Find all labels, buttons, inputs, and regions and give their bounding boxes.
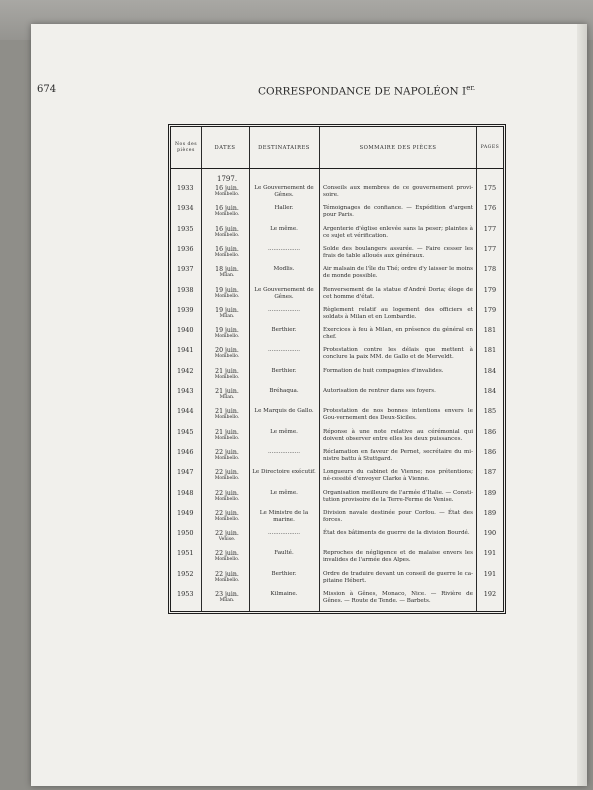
recipient-cell: .................. [267, 448, 300, 455]
piece-number: 1937 [177, 265, 194, 274]
date-text: 22 juin. [215, 550, 239, 558]
place-text: Mombello. [214, 212, 240, 218]
summary-cell: Reproches de négligence et de malaise envers les invalides de l'armée des Alpes. [323, 550, 473, 564]
page-ref: 181 [483, 326, 497, 335]
column-rule [476, 127, 477, 611]
date-cell [207, 368, 247, 381]
place-text: Mombello. [214, 192, 240, 197]
summary-cell: État des bâtiments de guerre de la division Bourdé. [323, 530, 470, 537]
recipient-cell: .................. [267, 347, 300, 354]
recipient-cell: Le Gouvernement de Gênes. [254, 185, 314, 198]
header-num: Nos des pièces [174, 141, 198, 153]
header-dates: DATES [214, 144, 236, 151]
piece-number: 1945 [177, 427, 194, 436]
date-text: 22 juin. [215, 448, 239, 456]
date-cell [207, 449, 247, 462]
index-table [170, 126, 504, 612]
date-cell [207, 550, 247, 563]
place-text: Milan. [219, 313, 235, 319]
date-cell [207, 185, 247, 198]
piece-number: 1951 [177, 549, 194, 558]
date-cell [207, 266, 247, 279]
recipient-cell: Kilmaine. [270, 591, 298, 597]
header-destinataires: DESTINATAIRES [258, 144, 310, 151]
summary-cell: Exercices à feu à Milan, en présence du général en chef. [323, 327, 473, 341]
summary-cell: Réponse à une note relative au cérémonial qui doivent observer entre elles les deux puissances. [323, 428, 473, 442]
summary-cell: Renversement de la statue d'André Doria; éloge de cet homme d'état. [323, 286, 473, 300]
date-cell [207, 347, 247, 360]
running-title [258, 84, 498, 98]
date-text: 21 juin. [215, 367, 239, 375]
recipient-cell: Berthier. [271, 367, 297, 374]
date-cell [207, 469, 247, 482]
place-text: Mombello. [214, 415, 240, 421]
summary-cell: Témoignages de confiance. — Expédition d'argent pour Paris. [323, 205, 473, 219]
place-text: Mombello. [214, 334, 240, 340]
piece-number: 1939 [177, 305, 194, 314]
piece-number: 1953 [177, 590, 194, 598]
page-ref: 185 [483, 407, 497, 416]
summary-cell: Conseils aux membres de ce gouvernement provi-soire. [323, 185, 473, 198]
date-text: 22 juin. [215, 509, 239, 517]
page-ref: 179 [483, 305, 497, 314]
summary-cell: Formation de huit compagnies d'invalides. [323, 367, 444, 374]
table-header [171, 127, 503, 169]
recipient-cell: Le Ministre de la marine. [259, 509, 309, 523]
summary-cell: Air malsain de l'île du Thé; ordre d'y laisser le moins de monde possible. [323, 266, 473, 280]
page-ref: 184 [483, 387, 497, 395]
recipient-cell: .................. [267, 306, 300, 313]
date-cell [207, 307, 247, 320]
summary-cell: Mission à Gênes, Monaco, Nice. — Rivière de Gênes. — Route de Tende. — Barbets. [323, 591, 473, 604]
date-text: 22 juin. [215, 530, 239, 538]
date-text: 19 juin. [215, 306, 239, 314]
recipient-cell: Berthier. [271, 327, 297, 334]
page-gutter-edge [577, 24, 587, 786]
summary-cell: Protestation de nos bonnes intentions envers le Gou-vernement des Deux-Siciles. [323, 408, 473, 422]
place-text: Mombello. [214, 496, 240, 502]
page-ref: 177 [483, 224, 497, 233]
piece-number: 1940 [177, 326, 194, 335]
place-text: Mombello. [214, 476, 240, 482]
date-cell [207, 388, 247, 401]
recipient-cell: Faulté. [274, 550, 294, 557]
piece-number: 1938 [177, 285, 194, 294]
year-label: 1797. [217, 175, 238, 183]
recipient-cell: Le même. [270, 225, 298, 232]
recipient-cell: .................. [267, 245, 300, 252]
date-text: 19 juin. [215, 286, 239, 294]
piece-number: 1946 [177, 447, 194, 456]
date-text: 22 juin. [215, 489, 239, 497]
recipient-cell: Le même. [270, 428, 298, 435]
page-ref: 189 [483, 488, 497, 497]
place-text: Milan. [219, 395, 235, 400]
date-text: 16 juin. [215, 185, 239, 192]
date-cell [207, 246, 247, 259]
piece-number: 1933 [177, 184, 194, 192]
running-title-suffix: er. [466, 84, 476, 92]
recipient-cell: Haller. [274, 205, 294, 212]
date-text: 21 juin. [215, 388, 239, 395]
page-ref: 192 [483, 590, 497, 598]
place-text: Mombello. [214, 252, 240, 258]
summary-cell: Ordre de traduire devant un conseil de guerre le ca-pitaine Hébert. [323, 570, 473, 584]
date-text: 21 juin. [215, 428, 239, 436]
recipient-cell: Bréhaqua. [269, 388, 299, 394]
date-text: 22 juin. [215, 570, 239, 578]
summary-cell: Règlement relatif au logement des officiers et soldats à Milan et en Lombardie. [323, 306, 473, 320]
summary-cell: Organisation meilleure de l'armée d'Italie. — Consti-tution provisoire de la Terre-Ferme de Venise. [323, 489, 473, 503]
piece-number: 1934 [177, 204, 194, 213]
date-cell [207, 510, 247, 523]
date-cell [207, 591, 247, 604]
piece-number: 1942 [177, 366, 194, 375]
piece-number: 1949 [177, 508, 194, 517]
summary-cell: Protestation contre les délais que mettent à conclure la paix MM. de Gallo et de Merveldt. [323, 347, 473, 361]
piece-number: 1935 [177, 224, 194, 233]
date-cell [207, 490, 247, 503]
recipient-cell: Le Directoire exécutif. [252, 469, 316, 476]
date-text: 16 juin. [215, 205, 239, 213]
date-text: 21 juin. [215, 408, 239, 416]
summary-cell: Division navale destinée pour Corfou. — État des forces. [323, 509, 473, 523]
piece-number: 1952 [177, 569, 194, 578]
date-cell [207, 429, 247, 442]
recipient-cell: Le même. [270, 489, 298, 496]
page-ref: 179 [483, 285, 497, 294]
date-text: 22 juin. [215, 469, 239, 477]
piece-number: 1943 [177, 387, 194, 395]
page-ref: 189 [483, 508, 497, 517]
place-text: Venise. [218, 537, 236, 543]
date-text: 18 juin. [215, 266, 239, 274]
page-ref: 181 [483, 346, 497, 355]
date-cell [207, 571, 247, 584]
date-cell [207, 226, 247, 239]
date-cell [207, 327, 247, 340]
recipient-cell: Le Marquis de Gallo. [254, 408, 314, 415]
page-ref: 191 [483, 549, 497, 558]
page-ref: 190 [483, 529, 497, 538]
piece-number: 1936 [177, 244, 194, 253]
recipient-cell: Modlis. [273, 266, 295, 273]
piece-number: 1947 [177, 468, 194, 477]
place-text: Mombello. [214, 516, 240, 522]
place-text: Mombello. [214, 435, 240, 441]
summary-cell: Autorisation de rentrer dans ses foyers. [323, 388, 436, 394]
page-ref: 186 [483, 447, 497, 456]
piece-number: 1941 [177, 346, 194, 355]
place-text: Mombello. [214, 354, 240, 360]
page-ref: 176 [483, 204, 497, 213]
column-rule [319, 127, 320, 611]
page-ref: 191 [483, 569, 497, 578]
column-rule [249, 127, 250, 611]
summary-cell: Solde des boulangers assurée. — Faire cesser les frais de table alloués aux généraux. [323, 245, 473, 259]
recipient-cell: .................. [267, 530, 300, 537]
summary-cell: Longueurs du cabinet de Vienne; nos prétentions; né-cessité d'envoyer Clarke à Vienne. [323, 469, 473, 483]
page-ref: 187 [483, 468, 497, 477]
place-text: Mombello. [214, 293, 240, 299]
date-text: 20 juin. [215, 347, 239, 355]
place-text: Mombello. [214, 232, 240, 238]
page-ref: 186 [483, 427, 497, 436]
date-text: 23 juin. [215, 591, 239, 598]
date-cell [207, 530, 247, 543]
recipient-cell: Berthier. [271, 570, 297, 577]
column-rule [201, 127, 202, 611]
place-text: Milan. [219, 273, 235, 279]
place-text: Mombello. [214, 557, 240, 563]
recipient-cell: Le Gouvernement de Gênes. [254, 286, 314, 300]
place-text: Mombello. [214, 374, 240, 380]
place-text: Mombello. [214, 455, 240, 461]
date-text: 16 juin. [215, 225, 239, 233]
date-cell [207, 287, 247, 300]
date-text: 19 juin. [215, 327, 239, 335]
page-ref: 184 [483, 366, 497, 375]
summary-cell: Argenterie d'église enlevée sans la peser; plaintes à ce sujet et vérification. [323, 225, 473, 239]
date-cell [207, 205, 247, 218]
page-ref: 178 [483, 265, 497, 274]
header-sommaire: SOMMAIRE DES PIÈCES [359, 144, 437, 151]
piece-number: 1950 [177, 529, 194, 538]
date-cell [207, 408, 247, 421]
summary-cell: Réclamation en faveur de Pernet, secrétaire du mi-nistre battu à Stuttgard. [323, 448, 473, 462]
place-text: Mombello. [214, 577, 240, 583]
running-title-text: CORRESPONDANCE DE NAPOLÉON I [258, 85, 467, 98]
page-ref: 177 [483, 244, 497, 253]
place-text: Milan. [219, 598, 235, 603]
page-ref: 175 [483, 184, 497, 192]
piece-number: 1948 [177, 488, 194, 497]
piece-number: 1944 [177, 407, 194, 416]
date-text: 16 juin. [215, 245, 239, 253]
page-number: 674 [37, 84, 57, 95]
header-pages: PAGES [480, 145, 500, 150]
